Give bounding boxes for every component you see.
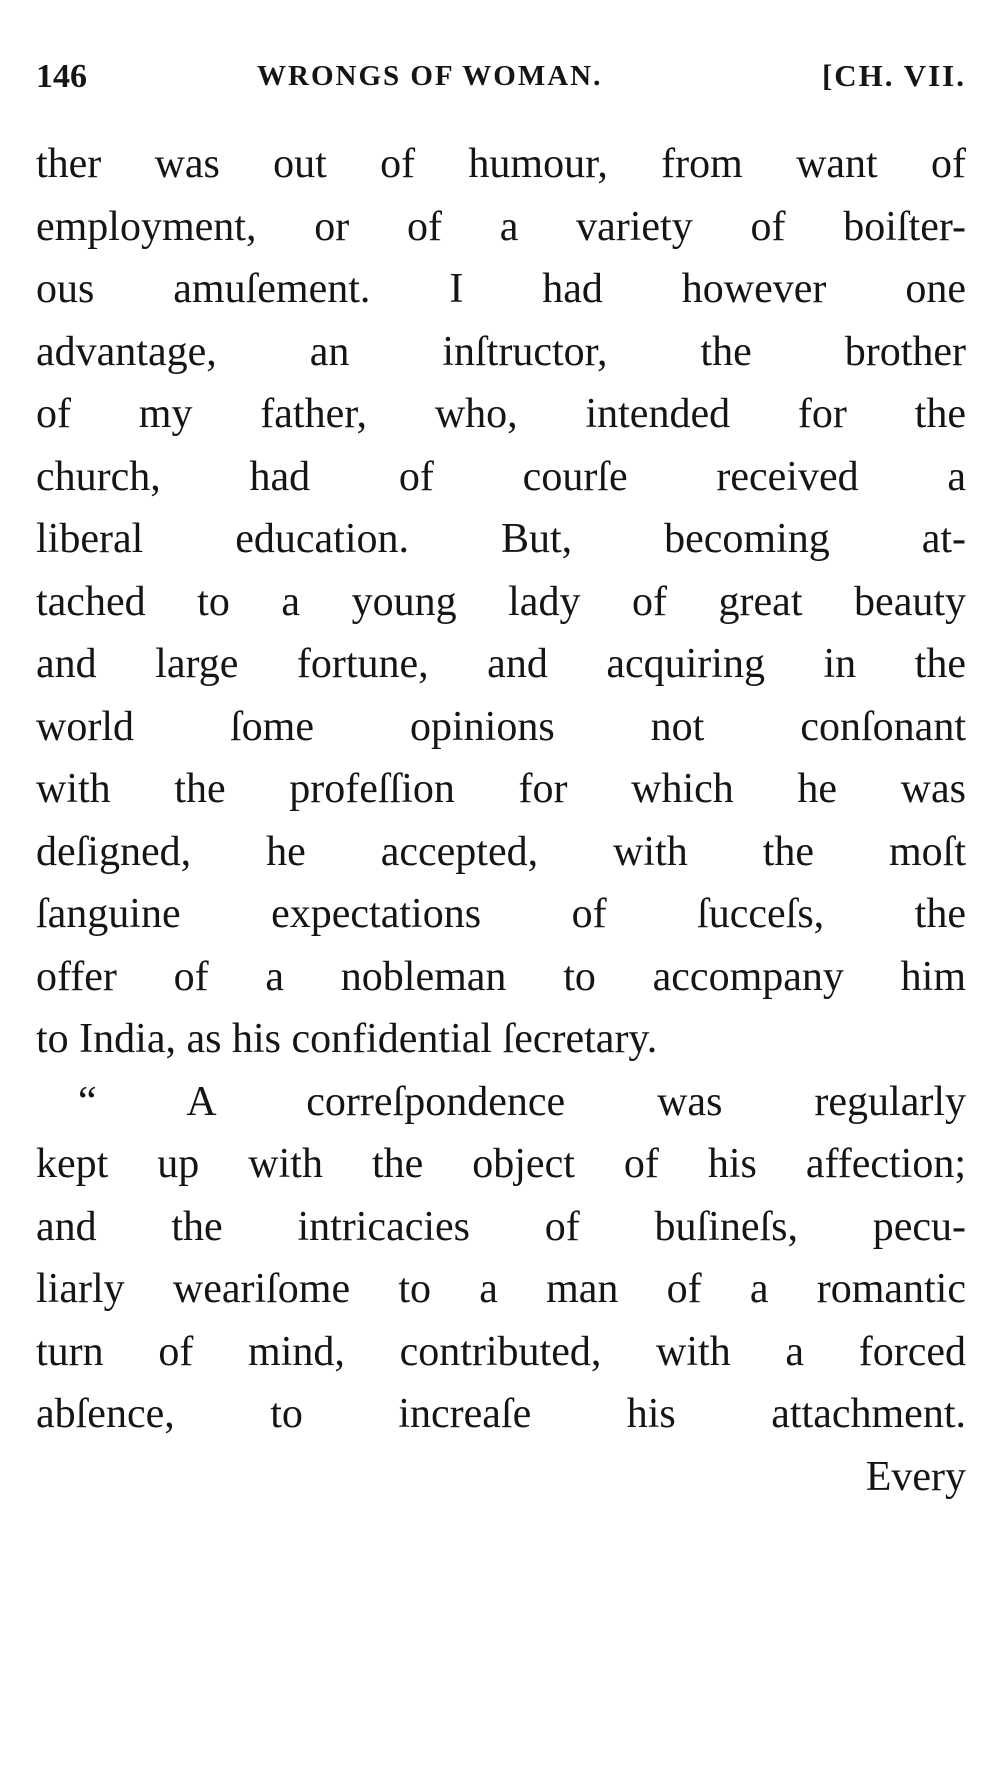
- chapter-marker: [CH. VII.: [821, 58, 966, 93]
- text-line: with the profeſſion for which he was: [36, 766, 966, 812]
- text-line: and the intricacies of buſineſs, pecu-: [36, 1203, 966, 1250]
- text-line: advantage, an inſtructor, the brother: [36, 328, 966, 375]
- text-line: tached to a young lady of great beauty: [36, 578, 966, 625]
- text-line: ous amuſement. I had however one: [36, 266, 966, 312]
- text-line: kept up with the object of his affection;: [36, 1141, 966, 1187]
- text-line: offer of a nobleman to accompany him: [36, 953, 966, 1000]
- text-line: of my father, who, intended for the: [36, 391, 966, 437]
- text-line: deſigned, he accepted, with the moſt: [36, 828, 966, 875]
- text-line: employment, or of a variety of boiſter-: [36, 203, 966, 250]
- text-line: turn of mind, contributed, with a forced: [36, 1328, 966, 1375]
- page-number: 146: [36, 58, 87, 95]
- text-line: liarly weariſome to a man of a romantic: [36, 1266, 966, 1312]
- running-head: WRONGS OF WOMAN.: [257, 60, 603, 92]
- text-line: to India, as his confidential ſecretary.: [36, 1016, 658, 1062]
- text-line: “ A correſpondence was regularly: [78, 1078, 966, 1125]
- text-line: church, had of courſe received a: [36, 453, 966, 500]
- text-line: abſence, to increaſe his attachment.: [36, 1391, 966, 1437]
- page-header: [36, 58, 966, 102]
- catchword: Every: [865, 1453, 966, 1500]
- text-line: world ſome opinions not conſonant: [36, 703, 966, 750]
- text-line: ther was out of humour, from want of: [36, 141, 966, 187]
- text-line: liberal education. But, becoming at-: [36, 516, 966, 562]
- body-text: [36, 133, 966, 1508]
- text-line: ſanguine expectations of ſucceſs, the: [36, 891, 966, 937]
- text-line: and large fortune, and acquiring in the: [36, 641, 966, 687]
